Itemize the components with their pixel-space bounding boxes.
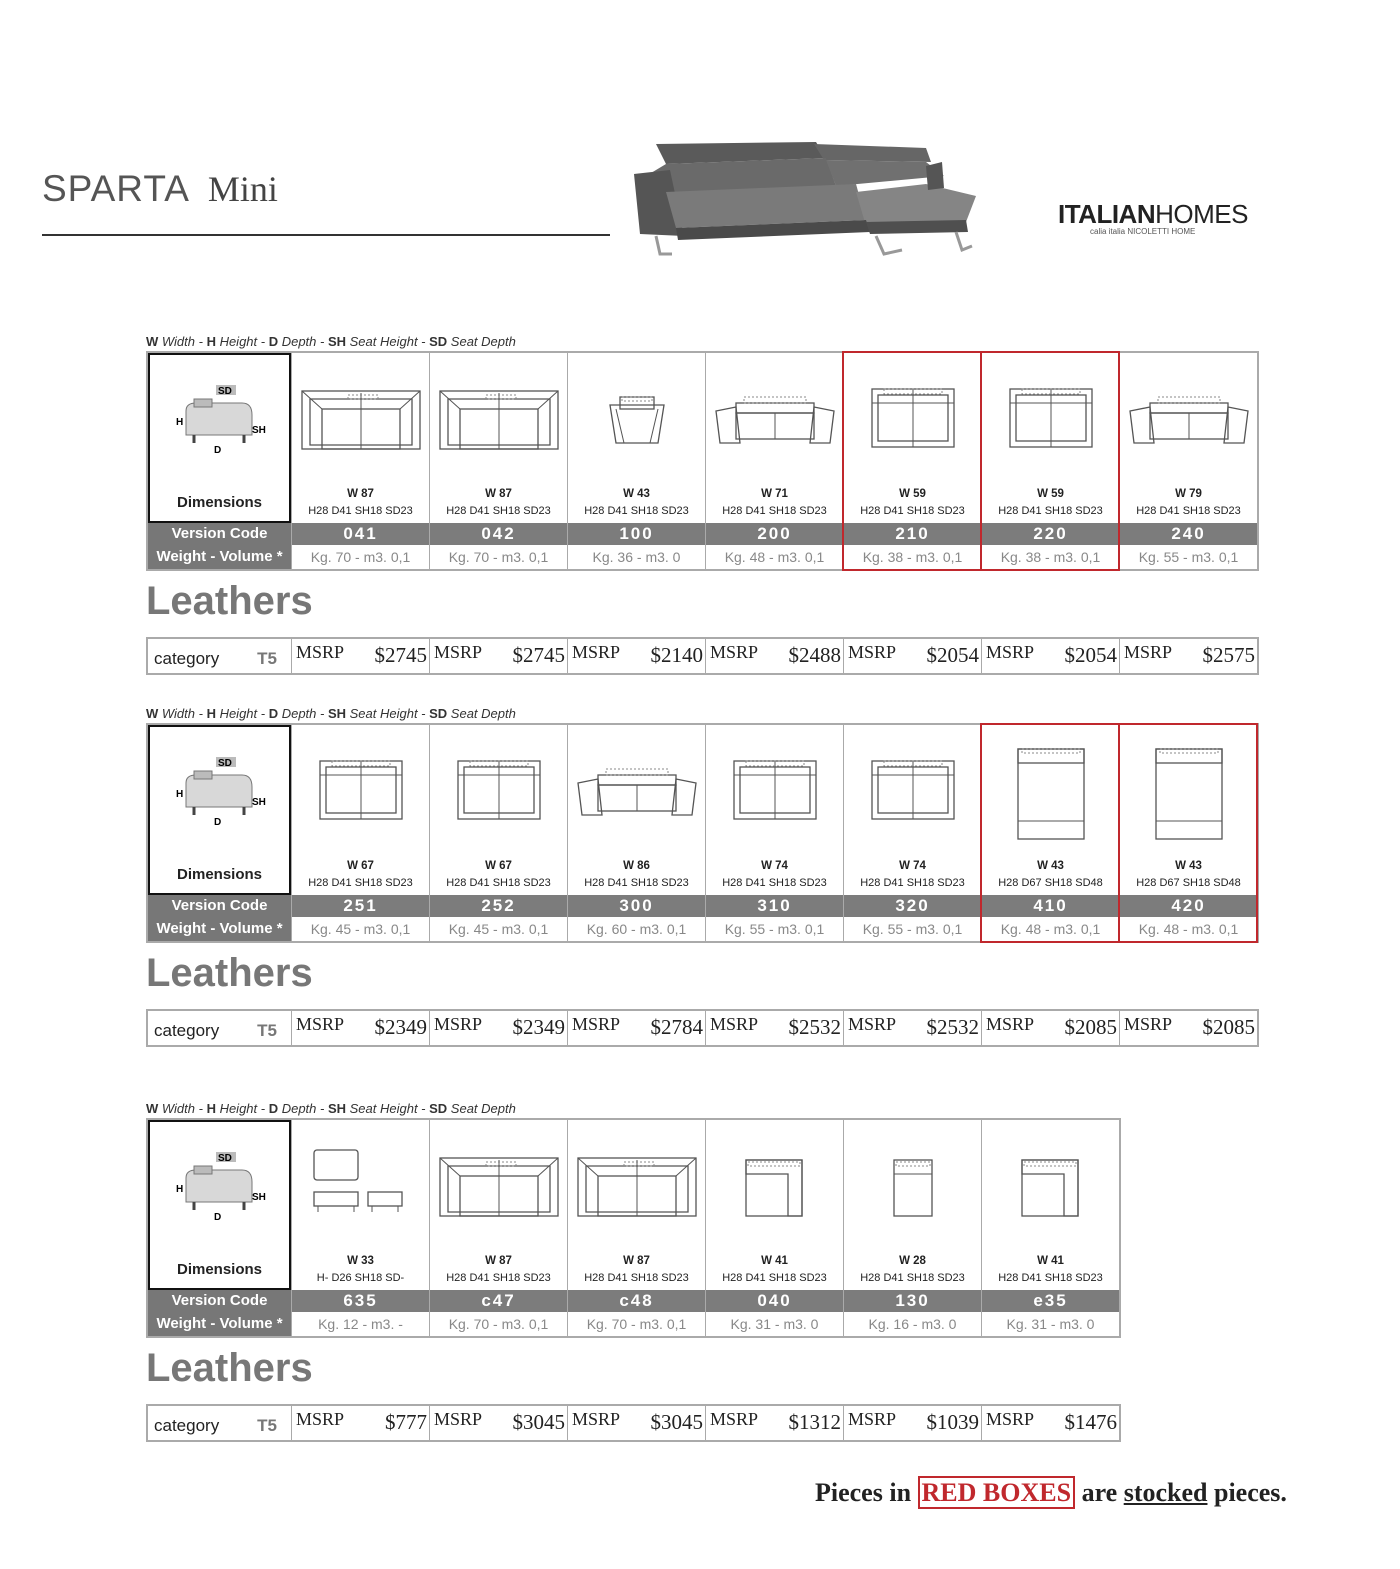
logo-brands: calia italia NICOLETTI HOME [1090,227,1196,236]
product-width: W 41 [761,1255,788,1267]
dimensions-label: Dimensions [176,1261,263,1278]
product-dims: H28 D41 SH18 SD23 [860,1272,965,1284]
spec-image-row [148,725,1257,895]
product-width: W 43 [1037,860,1064,872]
msrp-label: MSRP [296,642,345,662]
dimensions-cell [148,1120,291,1290]
weight-volume: Kg. 31 - m3. 0 [705,1312,843,1336]
product-cell [429,1120,567,1290]
msrp-cell [291,639,429,673]
weight-volume-label: Weight - Volume * [148,545,291,569]
sofa-3seat-icon [568,1120,706,1250]
version-code: 251 [291,895,429,917]
msrp-label: MSRP [434,642,483,662]
msrp-label: MSRP [710,1014,759,1034]
product-dims: H28 D41 SH18 SD23 [860,877,965,889]
msrp-price: $2085 [1064,1015,1117,1039]
category-cell [148,639,291,673]
sofa-2seat-icon [292,725,430,855]
chaise-icon [1120,725,1258,855]
weight-volume: Kg. 45 - m3. 0,1 [429,917,567,941]
msrp-cell [843,1011,981,1045]
category-cell [148,1406,291,1440]
version-code-label: Version Code [148,1290,291,1312]
msrp-cell [567,1406,705,1440]
product-dims: H- D26 SH18 SD- [316,1272,405,1284]
msrp-price: $2349 [512,1015,565,1039]
category-label: category [154,649,220,668]
msrp-cell [429,1011,567,1045]
msrp-label: MSRP [434,1014,483,1034]
product-width: W 86 [623,860,650,872]
sofa-3seat-icon [430,1120,568,1250]
msrp-price: $2488 [788,643,841,667]
product-cell [981,1120,1119,1290]
version-code-row [148,895,1257,917]
diagram-h-label: H [176,417,184,428]
logo-main: ITALIAN [1058,199,1156,229]
version-code: 100 [567,523,705,545]
msrp-price: $2745 [374,643,427,667]
footnote-part: Pieces in [815,1478,918,1507]
msrp-label: MSRP [986,1409,1035,1429]
product-cell [291,353,429,523]
dimensions-cell [148,725,291,895]
sofa-2seat-icon [430,725,568,855]
product-cell [705,353,843,523]
product-width: W 43 [623,488,650,500]
weight-volume-row [148,1312,1119,1336]
msrp-price: $3045 [650,1410,703,1434]
leathers-heading: Leathers [146,1346,313,1390]
stock-footnote [815,1478,1287,1508]
version-code: 210 [843,523,981,545]
product-cell [705,1120,843,1290]
version-code: 310 [705,895,843,917]
diagram-sh-label: SH [252,797,266,808]
footnote-stocked: stocked [1123,1478,1208,1507]
msrp-label: MSRP [986,642,1035,662]
product-dims: H28 D41 SH18 SD23 [1136,505,1241,517]
msrp-price: $2575 [1202,643,1255,667]
product-width: W 74 [899,860,926,872]
weight-volume: Kg. 36 - m3. 0 [567,545,705,569]
weight-volume: Kg. 48 - m3. 0,1 [1119,917,1257,941]
version-code: e35 [981,1290,1119,1312]
weight-volume: Kg. 70 - m3. 0,1 [567,1312,705,1336]
product-dims: H28 D41 SH18 SD23 [722,505,827,517]
msrp-cell [429,1406,567,1440]
version-code: 420 [1119,895,1257,917]
product-width: W 87 [485,488,512,500]
msrp-price: $2532 [788,1015,841,1039]
msrp-label: MSRP [710,1409,759,1429]
diagram-h-label: H [176,789,184,800]
version-code: c47 [429,1290,567,1312]
product-cell [567,1120,705,1290]
msrp-label: MSRP [986,1014,1035,1034]
product-cell [1119,353,1257,523]
msrp-cell [429,639,567,673]
leathers-heading: Leathers [146,579,313,623]
msrp-cell [291,1406,429,1440]
product-cell [843,725,981,895]
msrp-label: MSRP [572,642,621,662]
page-title [42,168,278,210]
msrp-label: MSRP [296,1409,345,1429]
title-text: SPARTA [42,168,190,209]
product-cell [429,353,567,523]
version-code: 410 [981,895,1119,917]
msrp-cell [705,1406,843,1440]
dimension-diagram-icon [172,375,272,455]
version-code: 130 [843,1290,981,1312]
product-width: W 74 [761,860,788,872]
product-width: W 79 [1175,488,1202,500]
weight-volume: Kg. 55 - m3. 0,1 [843,917,981,941]
product-dims: H28 D41 SH18 SD23 [446,1272,551,1284]
leathers-heading: Leathers [146,951,313,995]
product-width: W 59 [899,488,926,500]
armless-seat-icon [844,1120,982,1250]
sofa-2seat-icon [706,725,844,855]
loveseat-icon [706,353,844,483]
weight-volume-row [148,545,1257,569]
spec-table [146,723,1259,943]
diagram-h-label: H [176,1184,184,1195]
msrp-label: MSRP [296,1014,345,1034]
version-code: 042 [429,523,567,545]
product-cell [843,1120,981,1290]
msrp-price: $2349 [374,1015,427,1039]
sofa-3seat-icon [292,353,430,483]
weight-volume: Kg. 70 - m3. 0,1 [429,1312,567,1336]
msrp-price: $2532 [926,1015,979,1039]
product-cell [981,353,1119,523]
product-dims: H28 D41 SH18 SD23 [722,1272,827,1284]
dimensions-label: Dimensions [176,866,263,883]
product-width: W 41 [1037,1255,1064,1267]
legend: W Width - H Height - D Depth - SH Seat Height - SD Seat Depth [146,1101,516,1116]
product-cell [291,1120,429,1290]
product-dims: H28 D41 SH18 SD23 [722,877,827,889]
version-code: 252 [429,895,567,917]
product-dims: H28 D41 SH18 SD23 [584,877,689,889]
product-dims: H28 D41 SH18 SD23 [308,505,413,517]
product-section-2 [146,705,1259,1047]
diagram-d-label: D [214,1212,222,1222]
dimensions-label: Dimensions [176,494,263,511]
msrp-cell [843,639,981,673]
spec-image-row [148,353,1257,523]
version-code-label: Version Code [148,895,291,917]
weight-volume: Kg. 31 - m3. 0 [981,1312,1119,1336]
weight-volume: Kg. 38 - m3. 0,1 [981,545,1119,569]
product-dims: H28 D67 SH18 SD48 [1136,877,1241,889]
version-code-row [148,1290,1119,1312]
msrp-label: MSRP [572,1409,621,1429]
msrp-label: MSRP [1124,642,1173,662]
msrp-label: MSRP [848,1409,897,1429]
product-width: W 67 [485,860,512,872]
product-dims: H28 D41 SH18 SD23 [860,505,965,517]
msrp-price: $1476 [1064,1410,1117,1434]
product-width: W 59 [1037,488,1064,500]
product-dims: H28 D41 SH18 SD23 [584,505,689,517]
msrp-cell [981,1406,1119,1440]
version-code: 220 [981,523,1119,545]
weight-volume: Kg. 55 - m3. 0,1 [705,917,843,941]
product-section-1 [146,333,1259,675]
dimension-diagram-icon [172,747,272,827]
version-code: 240 [1119,523,1257,545]
version-code: 041 [291,523,429,545]
sofa-3seat-icon [430,353,568,483]
subtitle-text: Mini [207,169,278,209]
weight-volume: Kg. 12 - m3. - [291,1312,429,1336]
product-cell [843,353,981,523]
sofa-2seat-icon [844,353,982,483]
diagram-sd-label: SD [218,758,232,769]
ottoman-icon [292,1120,430,1250]
dimensions-cell [148,353,291,523]
product-cell [429,725,567,895]
msrp-price: $1312 [788,1410,841,1434]
corner-icon [706,1120,844,1250]
product-width: W 87 [347,488,374,500]
weight-volume: Kg. 55 - m3. 0,1 [1119,545,1257,569]
msrp-cell [291,1011,429,1045]
msrp-price: $2085 [1202,1015,1255,1039]
msrp-label: MSRP [848,642,897,662]
product-dims: H28 D41 SH18 SD23 [998,505,1103,517]
msrp-price: $2054 [1064,643,1117,667]
msrp-cell [981,1011,1119,1045]
product-width: W 87 [623,1255,650,1267]
product-dims: H28 D41 SH18 SD23 [584,1272,689,1284]
msrp-cell [1119,639,1257,673]
diagram-d-label: D [214,817,222,827]
msrp-cell [567,1011,705,1045]
weight-volume: Kg. 70 - m3. 0,1 [291,545,429,569]
diagram-sd-label: SD [218,1153,232,1164]
msrp-label: MSRP [1124,1014,1173,1034]
version-code: 635 [291,1290,429,1312]
weight-volume: Kg. 45 - m3. 0,1 [291,917,429,941]
loveseat-icon [568,725,706,855]
msrp-cell [705,1011,843,1045]
version-code: 320 [843,895,981,917]
weight-volume: Kg. 48 - m3. 0,1 [705,545,843,569]
msrp-price: $777 [385,1410,427,1434]
footnote-red-boxes: RED BOXES [918,1476,1076,1509]
msrp-cell [981,639,1119,673]
msrp-cell [843,1406,981,1440]
weight-volume: Kg. 48 - m3. 0,1 [981,917,1119,941]
msrp-label: MSRP [848,1014,897,1034]
product-width: W 33 [347,1255,374,1267]
weight-volume: Kg. 60 - m3. 0,1 [567,917,705,941]
weight-volume: Kg. 70 - m3. 0,1 [429,545,567,569]
product-dims: H28 D41 SH18 SD23 [446,505,551,517]
product-width: W 71 [761,488,788,500]
msrp-price: $2140 [650,643,703,667]
product-section-3 [146,1100,1121,1442]
sofa-2seat-icon [982,353,1120,483]
msrp-cell [1119,1011,1257,1045]
version-code: c48 [567,1290,705,1312]
diagram-sh-label: SH [252,1192,266,1203]
weight-volume-label: Weight - Volume * [148,917,291,941]
price-row [146,637,1259,675]
product-cell [291,725,429,895]
version-code: 040 [705,1290,843,1312]
footnote-part: are [1075,1478,1124,1507]
msrp-price: $3045 [512,1410,565,1434]
msrp-cell [567,639,705,673]
diagram-d-label: D [214,445,222,455]
weight-volume-row [148,917,1257,941]
product-cell [705,725,843,895]
product-cell [1119,725,1257,895]
version-code: 200 [705,523,843,545]
diagram-sd-label: SD [218,386,232,397]
msrp-price: $2784 [650,1015,703,1039]
msrp-price: $2054 [926,643,979,667]
msrp-label: MSRP [434,1409,483,1429]
armchair-icon [568,353,706,483]
sofa-2seat-icon [844,725,982,855]
product-width: W 67 [347,860,374,872]
weight-volume-label: Weight - Volume * [148,1312,291,1336]
version-code: 300 [567,895,705,917]
diagram-sh-label: SH [252,425,266,436]
msrp-price: $2745 [512,643,565,667]
category-code: T5 [257,1021,277,1040]
spec-table [146,1118,1121,1338]
version-code-label: Version Code [148,523,291,545]
spec-image-row [148,1120,1119,1290]
product-width: W 28 [899,1255,926,1267]
product-dims: H28 D41 SH18 SD23 [446,877,551,889]
legend: W Width - H Height - D Depth - SH Seat Height - SD Seat Depth [146,706,516,721]
title-divider [42,234,610,236]
product-cell [567,353,705,523]
weight-volume: Kg. 16 - m3. 0 [843,1312,981,1336]
product-width: W 43 [1175,860,1202,872]
msrp-price: $1039 [926,1410,979,1434]
product-cell [981,725,1119,895]
category-label: category [154,1021,220,1040]
dimension-diagram-icon [172,1142,272,1222]
spec-table [146,351,1259,571]
price-row [146,1009,1259,1047]
msrp-label: MSRP [572,1014,621,1034]
legend: W Width - H Height - D Depth - SH Seat Height - SD Seat Depth [146,334,516,349]
italianhomes-logo [1058,201,1258,236]
price-row [146,1404,1121,1442]
category-code: T5 [257,1416,277,1435]
msrp-cell [705,639,843,673]
product-dims: H28 D67 SH18 SD48 [998,877,1103,889]
corner-icon [982,1120,1120,1250]
product-dims: H28 D41 SH18 SD23 [998,1272,1103,1284]
product-width: W 87 [485,1255,512,1267]
chaise-icon [982,725,1120,855]
category-label: category [154,1416,220,1435]
weight-volume: Kg. 38 - m3. 0,1 [843,545,981,569]
category-code: T5 [257,649,277,668]
version-code-row [148,523,1257,545]
footnote-part: pieces. [1207,1478,1287,1507]
sectional-sofa-photo [626,136,986,260]
product-dims: H28 D41 SH18 SD23 [308,877,413,889]
msrp-label: MSRP [710,642,759,662]
category-cell [148,1011,291,1045]
product-cell [567,725,705,895]
logo-thin: HOMES [1155,199,1248,229]
loveseat-icon [1120,353,1258,483]
